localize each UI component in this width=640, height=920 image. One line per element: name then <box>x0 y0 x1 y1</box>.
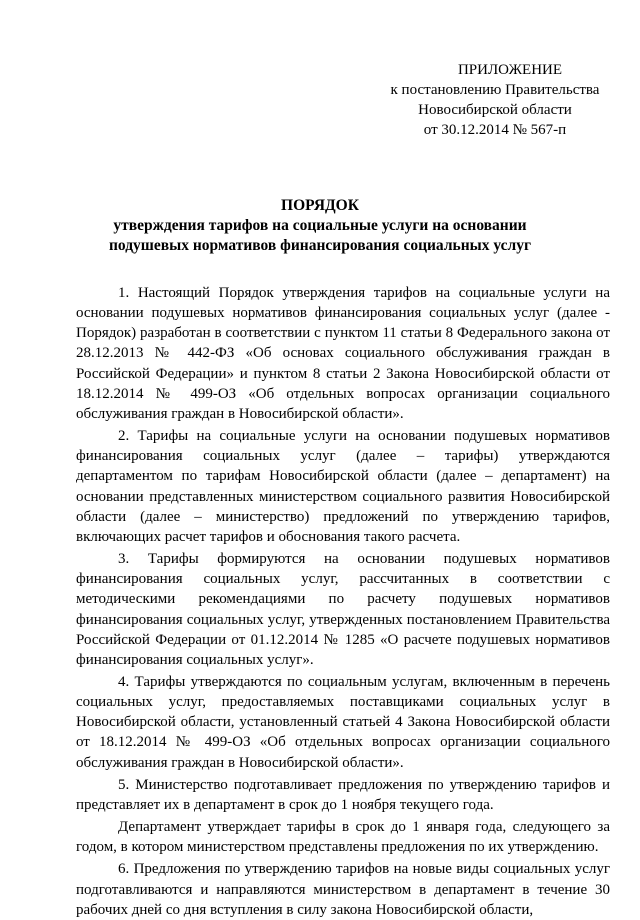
paragraph-6: 6. Предложения по утверждению тарифов на новые виды социальных услуг подготавливаются и направляются министерством в департамент в течение 30 рабочих дней со дня вступления в силу закона Новосибирской области, <box>76 861 610 918</box>
appendix-title: ПРИЛОЖЕНИЕ <box>457 62 563 78</box>
document-body <box>76 283 610 920</box>
appendix-date-number: от 30.12.2014 № 567-п <box>423 122 567 138</box>
paragraph-5-continued: Департамент утверждает тарифы в срок до 1 января года, следующего за годом, в котором министерством представлены предложения по их утверждению. <box>76 819 610 856</box>
title-heading: ПОРЯДОК <box>281 197 359 214</box>
paragraph-4: 4. Тарифы утверждаются по социальным услугам, включенным в перечень социальных услуг, предоставляемых поставщиками социальных услуг в Новосибирской области, установленный статьей 4 Закона Новосибирской области от 18.12.2014 № 499-ОЗ «Об отдельных вопросах организации социального обслуживания граждан в Новосибирской области». <box>76 673 610 771</box>
title-subheading-line2: подушевых нормативов финансирования социальных услуг <box>108 237 532 254</box>
appendix-region: Новосибирской области <box>418 102 572 118</box>
paragraph-5: 5. Министерство подготавливает предложения по утверждению тарифов и представляет их в департамент в срок до 1 ноября текущего года. <box>76 776 610 813</box>
appendix-header <box>370 60 620 140</box>
title-subheading-line1: утверждения тарифов на социальные услуги на основании <box>113 217 527 234</box>
paragraph-3: 3. Тарифы формируются на основании подушевых нормативов финансирования социальных услуг, рассчитанных в соответствии с методическими рекомендациями по расчету подушевых нормативов финансирования социальных услуг, утвержденных постановлением Правительства Российской Федерации от 01.12.2014 № 1285 «О расчете подушевых нормативов финансирования социальных услуг». <box>76 551 610 668</box>
document-title <box>90 196 550 256</box>
paragraph-2: 2. Тарифы на социальные услуги на основании подушевых нормативов финансирования социальных услуг (далее – тарифы) утверждаются департаментом по тарифам Новосибирской области (далее – департамент) на основании представленных министерством социального развития Новосибирской области (далее – министерство) предложений по утверждению тарифов, включающих расчет тарифов и обоснования такого расчета. <box>76 428 610 545</box>
appendix-reference: к постановлению Правительства <box>390 82 600 98</box>
paragraph-1: 1. Настоящий Порядок утверждения тарифов на социальные услуги на основании подушевых нормативов финансирования социальных услуг (далее - Порядок) разработан в соответствии с пунктом 11 статьи 8 Федерального закона от 28.12.2013 № 442-ФЗ «Об основах социального обслуживания граждан в Российской Федерации» и пунктом 8 статьи 2 Закона Новосибирской области от 18.12.2014 № 499-ОЗ «Об отдельных вопросах организации социального обслуживания граждан в Новосибирской области». <box>76 285 610 422</box>
